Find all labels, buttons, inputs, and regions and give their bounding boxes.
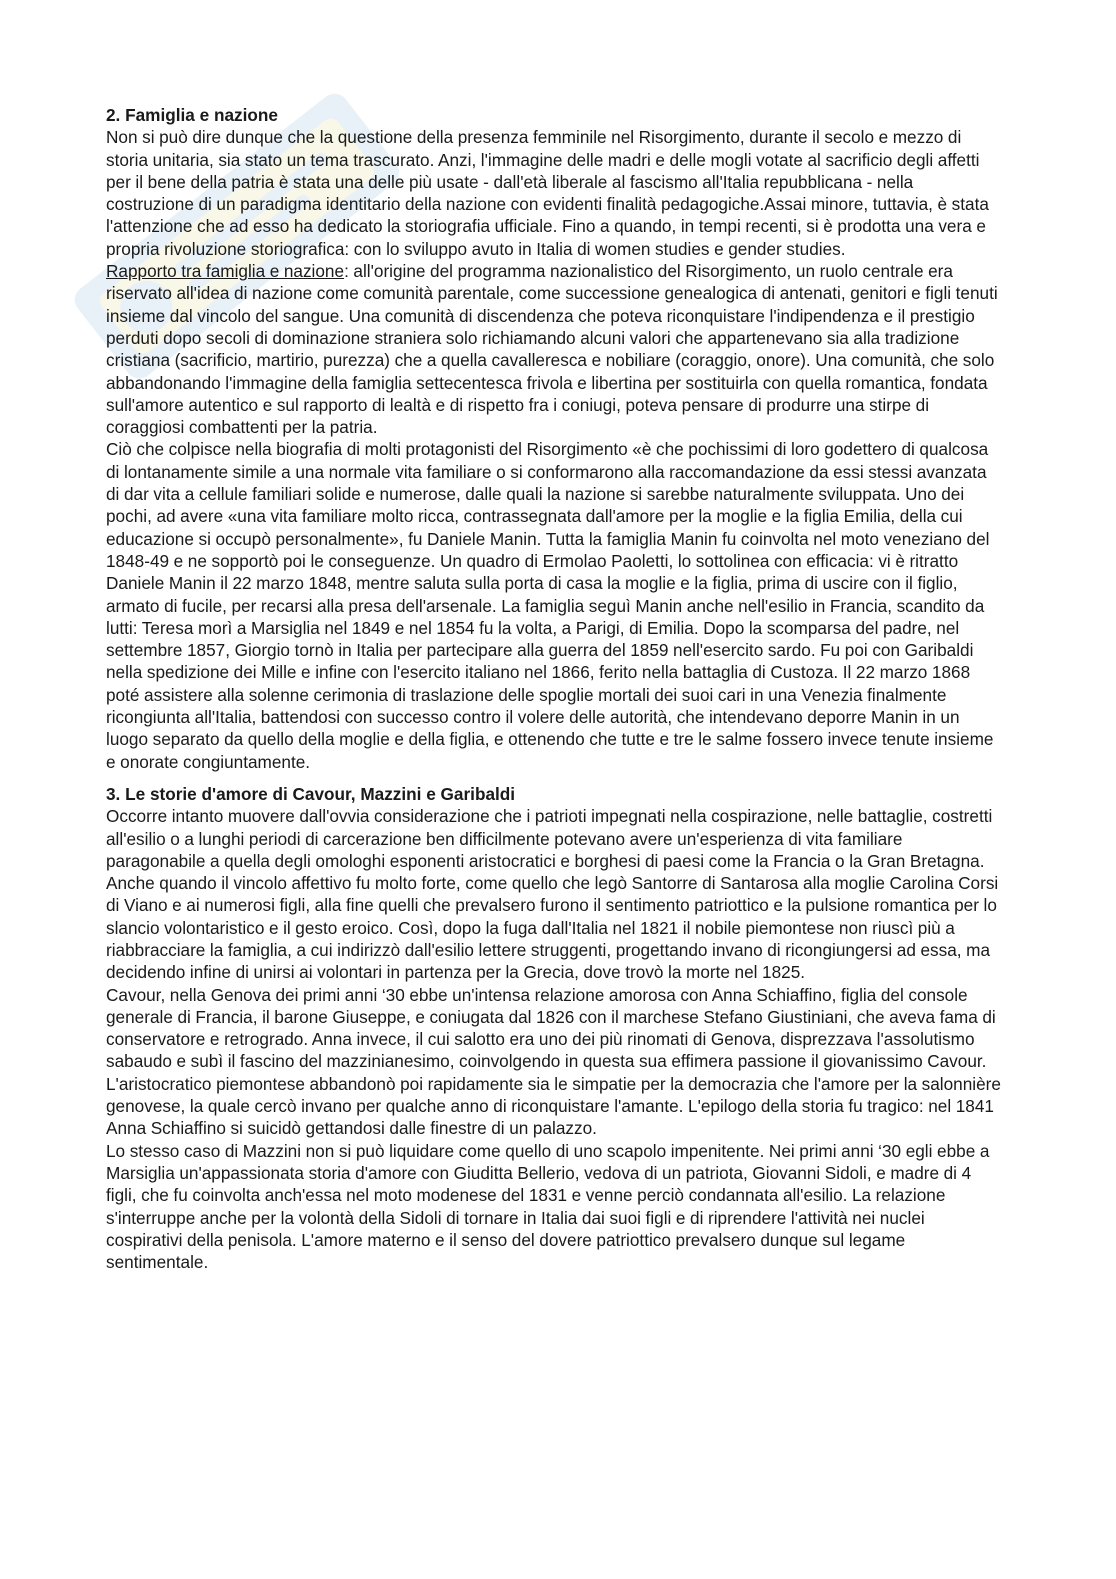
paragraph: Cavour, nella Genova dei primi anni ‘30 ebbe un'intensa relazione amorosa con Anna Schiaffino, figlia del console generale di Francia, il barone Giuseppe, e coniugata dal 1826 con il marchese Stefano Giustiniani, che aveva fama di conservatore e retrogrado. Anna invece, il cui salotto era uno dei più rinomati di Genova, disprezzava l'assolutismo sabaudo e subì il fascino del mazzinianesimo, coinvolgendo in questa sua effimera passione il giovanissimo Cavour. L'aristocratico piemontese abbandonò poi rapidamente sia le simpatie per la democrazia che l'amore per la salonnière genovese, la quale cercò invano per qualche anno di riconquistare l'amante. L'epilogo della storia fu tragico: nel 1841 Anna Schiaffino si suicidò gettandosi dalle finestre di un palazzo. (106, 984, 1001, 1139)
paragraph-text: : all'origine del programma nazionalistico del Risorgimento, un ruolo centrale era riservato all'idea di nazione come comunità parentale, come successione genealogica di antenati, genitori e figli tenuti insieme dal vincolo del sangue. Una comunità di discendenza che poteva riconquistare l'indipendenza e il prestigio perduti dopo secoli di dominazione straniera solo richiamando alcuni valori che appartenevano sia alla tradizione cristiana (sacrificio, martirio, purezza) che a quella cavalleresca e nobiliare (coraggio, onore). Una comunità, che solo abbandonando l'immagine della famiglia settecentesca frivola e libertina per sostituirla con quella romantica, fondata sull'amore autentico e sul rapporto di lealtà e di rispetto fra i coniugi, poteva pensare di produrre una stirpe di coraggiosi combattenti per la patria. (106, 261, 998, 438)
section-storie-d-amore (106, 783, 1004, 1274)
section-title: 2. Famiglia e nazione (106, 105, 278, 125)
paragraph: Occorre intanto muovere dall'ovvia considerazione che i patrioti impegnati nella cospirazione, nelle battaglie, costretti all'esilio o a lunghi periodi di carcerazione ben difficilmente potevano avere un'esperienza di vita familiare paragonabile a quella degli omologhi esponenti aristocratici e borghesi di paesi come la Francia o la Gran Bretagna. Anche quando il vincolo affettivo fu molto forte, come quello che legò Santorre di Santarosa alla moglie Carolina Corsi di Viano e ai numerosi figli, alla fine quelli che prevalsero furono il sentimento patriottico e la pulsione romantica per lo slancio volontaristico e il gesto eroico. Così, dopo la fuga dall'Italia nel 1821 il nobile piemontese non riuscì più a riabbracciare la famiglia, a cui indirizzò dall'esilio lettere struggenti, progettando invano di ricongiungersi ad essa, ma decidendo infine di unirsi ai volontari in partenza per la Grecia, dove trovò la morte nel 1825. (106, 806, 999, 983)
section-title: 3. Le storie d'amore di Cavour, Mazzini e Garibaldi (106, 783, 516, 804)
underlined-heading: Rapporto tra famiglia e nazione (106, 261, 345, 282)
paragraph (106, 260, 1004, 438)
paragraph: Lo stesso caso di Mazzini non si può liquidare come quello di uno scapolo impenitente. Nei primi anni ‘30 egli ebbe a Marsiglia un'appassionata storia d'amore con Giuditta Bellerio, vedova di un patriota, Giovanni Sidoli, e madre di 4 figli, che fu coinvolta anch'essa nel moto modenese del 1831 e venne perciò condannata all'esilio. La relazione s'interruppe anche per la volontà della Sidoli di tornare in Italia dai suoi figli e di riprendere l'attività nei nuclei cospirativi della penisola. L'amore materno e il senso del dovere patriottico prevalsero dunque sul legame sentimentale. (106, 1140, 990, 1273)
section-famiglia-e-nazione (106, 104, 1004, 773)
paragraph: Ciò che colpisce nella biografia di molti protagonisti del Risorgimento «è che pochissimi di loro godettero di qualcosa di lontanamente simile a una normale vita familiare o si conformarono alla raccomandazione da essi stessi avanzata di dar vita a cellule familiari solide e numerose, dalle quali la nazione si sarebbe naturalmente sviluppata. Uno dei pochi, ad avere «una vita familiare molto ricca, contrassegnata dall'amore per la moglie e la figlia Emilia, della cui educazione si occupò personalmente», fu Daniele Manin. Tutta la famiglia Manin fu coinvolta nel moto veneziano del 1848-49 e ne sopportò poi le conseguenze. Un quadro di Ermolao Paoletti, lo sottolinea con efficacia: vi è ritratto Daniele Manin il 22 marzo 1848, mentre saluta sulla porta di casa la moglie e la figlia, prima di uscire con il figlio, armato di fucile, per recarsi alla presa dell'arsenale. La famiglia seguì Manin anche nell'esilio in Francia, scandito da lutti: Teresa morì a Marsiglia nel 1849 e nel 1854 fu la volta, a Parigi, di Emilia. Dopo la scomparsa del padre, nel settembre 1857, Giorgio tornò in Italia per partecipare alla guerra del 1859 nell'esercito sardo. Fu poi con Garibaldi nella spedizione dei Mille e infine con l'esercito italiano nel 1866, ferito nella battaglia di Custoza. Il 22 marzo 1868 poté assistere alla solenne cerimonia di traslazione delle spoglie mortali dei suoi cari in una Venezia finalmente ricongiunta all'Italia, battendosi con successo contro il volere delle autorità, che intendevano deporre Manin in un luogo separato da quello della moglie e della figlia, e ottenendo che tutte e tre le salme fossero invece tenute insieme e onorate congiuntamente. (106, 439, 994, 772)
paragraph: Non si può dire dunque che la questione della presenza femminile nel Risorgimento, durante il secolo e mezzo di storia unitaria, sia stato un tema trascurato. Anzi, l'immagine delle madri e delle mogli votate al sacrificio degli affetti per il bene della patria è stata una delle più usate - dall'età liberale al fascismo all'Italia repubblicana - nella costruzione di un paradigma identitario della nazione con evidenti finalità pedagogiche.Assai minore, tuttavia, è stata l'attenzione che ad esso ha dedicato la storiografia ufficiale. Fino a quando, in tempi recenti, si è prodotta una vera e propria rivoluzione storiografica: con lo sviluppo avuto in Italia di women studies e gender studies. (106, 127, 989, 259)
document-page (106, 104, 1004, 1273)
